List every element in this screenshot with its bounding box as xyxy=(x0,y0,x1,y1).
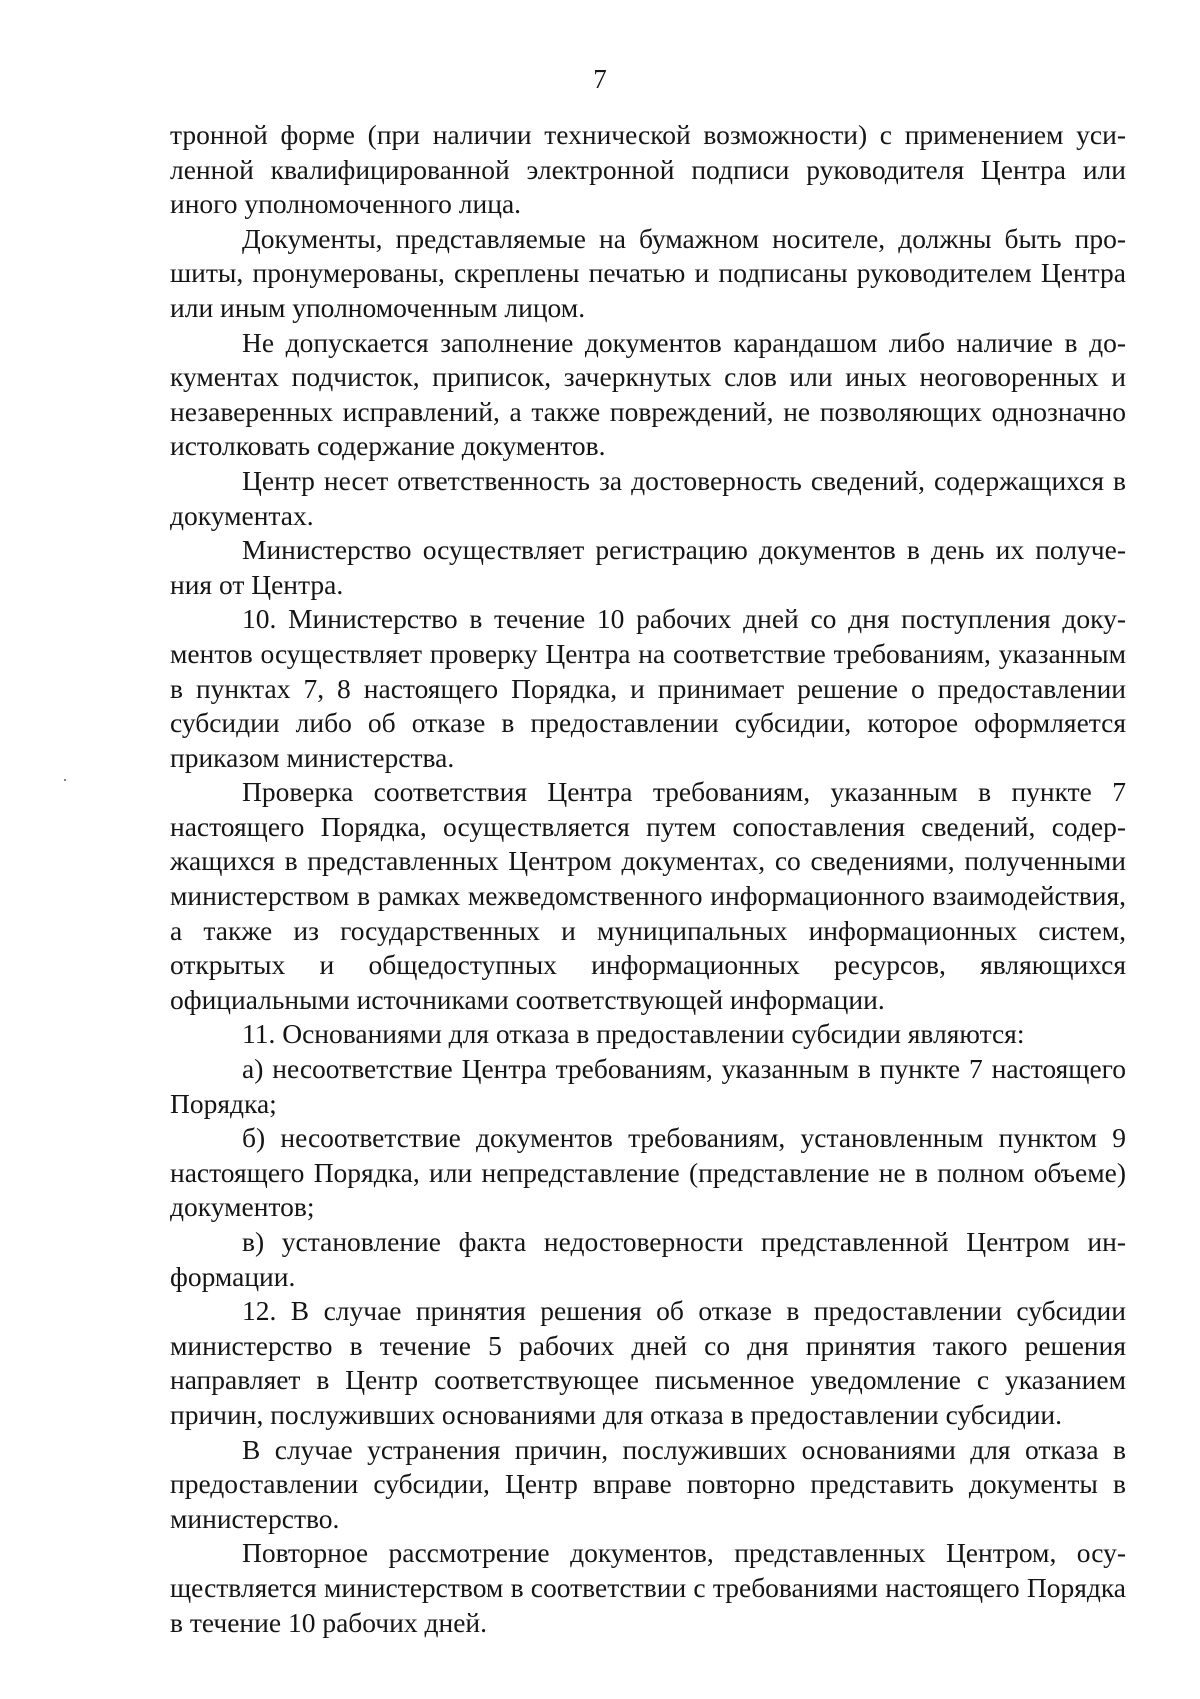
list-item-a: а) несоответствие Центра требованиям, указанным в пункте 7 настоящего Порядка; xyxy=(170,1053,1126,1119)
paragraph: Повторное рассмотрение документов, представленных Центром, осуществляется министерством в соответствии с требованиями настоящего Порядка в течение 10 рабочих дней. xyxy=(170,1537,1126,1638)
paragraph: тронной форме (при наличии технической возможности) с применением усиленной квалифицированной электронной подписи руководителя Центра или иного уполномоченного лица. xyxy=(170,119,1126,220)
scan-speck xyxy=(64,779,66,781)
paragraph-item-11: 11. Основаниями для отказа в предоставлении субсидии являются: xyxy=(242,1018,1025,1050)
paragraph: Не допускается заполнение документов карандашом либо наличие в документах подчисток, приписок, зачеркнутых слов или иных неоговоренных и незаверенных исправлений, а также повреждений, не позволяющих однозначно истолковать содержание документов. xyxy=(170,326,1126,462)
paragraph-item-12: 12. В случае принятия решения об отказе в предоставлении субсидии министерство в течение 5 рабочих дней со дня принятия такого решения направляет в Центр соответствующее письменное уведомление с указанием причин, послуживших основаниями для отказа в предоставлении субсидии. xyxy=(170,1295,1126,1430)
page-number: 7 xyxy=(593,64,607,94)
document-body xyxy=(170,118,1126,1640)
paragraph: Проверка соответствия Центра требованиям, указанным в пункте 7 настоящего Порядка, осуществляется путем сопоставления сведений, содержащихся в представленных Центром документах, со сведениями, полученными министерством в рамках межведомственного информационного взаимодействия, а также из государственных и муниципальных информационных систем, открытых и общедоступных информационных ресурсов, являющихся официальными источниками соответствующей информации. xyxy=(170,776,1126,1015)
list-item-v: в) установление факта недостоверности представленной Центром информации. xyxy=(170,1226,1126,1292)
paragraph: Центр несет ответственность за достоверность сведений, содержащихся в документах. xyxy=(170,464,1126,531)
paragraph: Министерство осуществляет регистрацию документов в день их получения от Центра. xyxy=(170,534,1126,600)
paragraph: Документы, представляемые на бумажном носителе, должны быть прошиты, пронумерованы, скреплены печатью и подписаны руководителем Центра или иным уполномоченным лицом. xyxy=(170,222,1126,323)
list-item-b: б) несоответствие документов требованиям, установленным пунктом 9 настоящего Порядка, или непредставление (представление не в полном объеме) документов; xyxy=(170,1122,1126,1223)
paragraph: В случае устранения причин, послуживших основаниями для отказа в предоставлении субсидии, Центр вправе повторно представить документы в министерство. xyxy=(170,1433,1126,1534)
paragraph-item-10: 10. Министерство в течение 10 рабочих дней со дня поступления документов осуществляет проверку Центра на соответствие требованиям, указанным в пунктах 7, 8 настоящего Порядка, и принимает решение о предоставлении субсидии либо об отказе в предоставлении субсидии, которое оформляется приказом министерства. xyxy=(170,603,1126,773)
